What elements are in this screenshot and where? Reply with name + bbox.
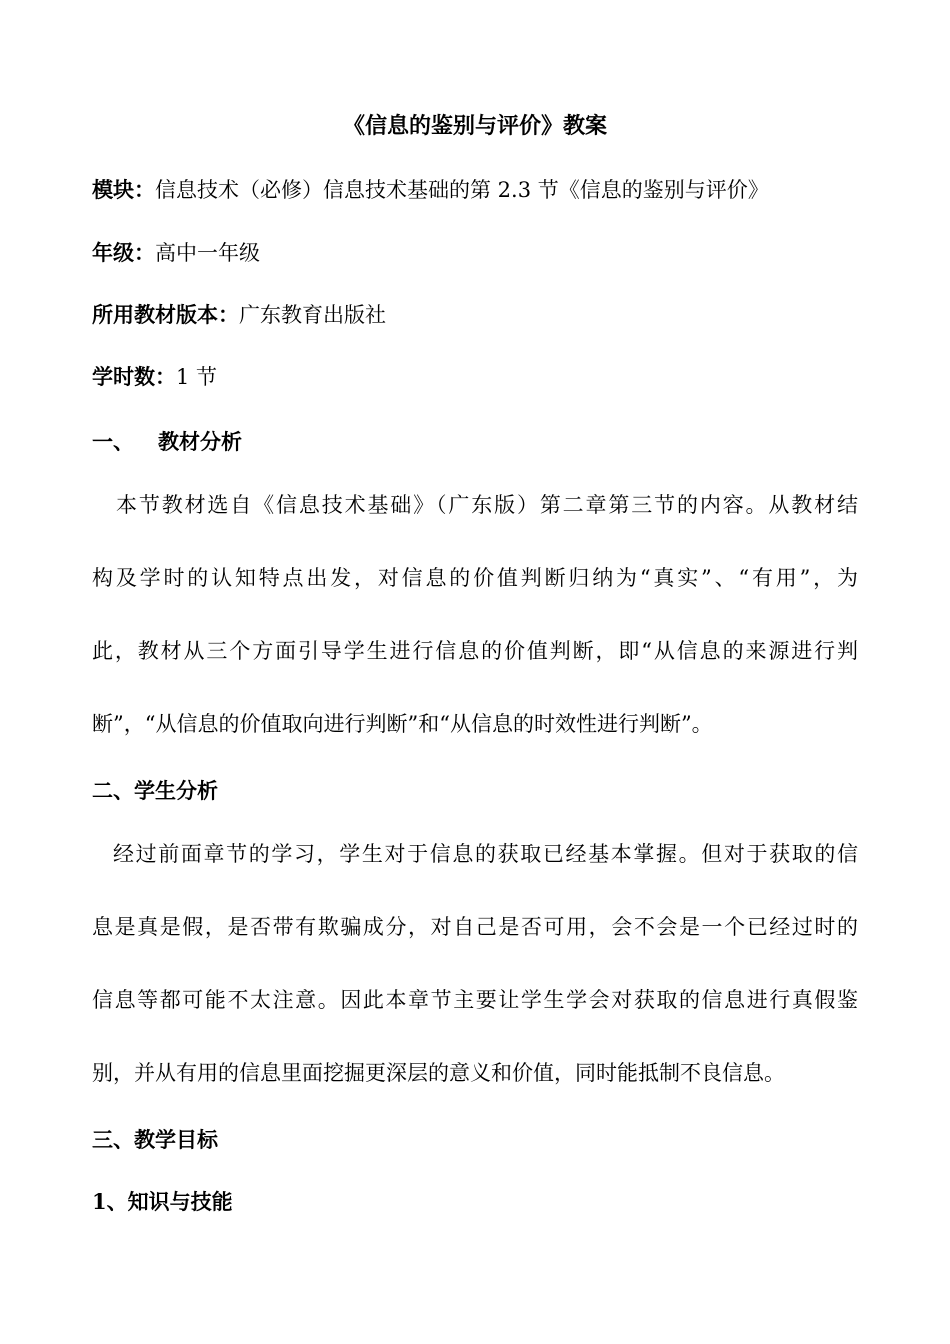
paragraph-line: 构及学时的认知特点出发，对信息的价值判断归纳为“真实”、“有用”，为 <box>92 566 858 590</box>
meta-hours-value: 1 节 <box>176 365 218 389</box>
meta-grade-label: 年级： <box>92 240 155 265</box>
meta-hours <box>92 362 217 392</box>
paragraph-line: 经过前面章节的学习，学生对于信息的获取已经基本掌握。但对于获取的信 <box>113 842 858 866</box>
meta-textbook-label: 所用教材版本： <box>92 302 239 327</box>
meta-module-label: 模块： <box>92 177 155 202</box>
paragraph-line: 本节教材选自《信息技术基础》（广东版）第二章第三节的内容。从教材结 <box>116 493 858 517</box>
section-heading-teaching-goals: 三、教学目标 <box>92 1127 218 1152</box>
meta-module-value: 信息技术（必修）信息技术基础的第 2.3 节《信息的鉴别与评价》 <box>155 178 769 202</box>
section-number: 一、 <box>92 429 134 454</box>
meta-hours-label: 学时数： <box>92 364 176 389</box>
subsection-heading-knowledge-skills: 1、知识与技能 <box>92 1189 233 1214</box>
paragraph-line: 断”，“从信息的价值取向进行判断”和“从信息的时效性进行判断”。 <box>92 712 713 736</box>
section-heading-text: 教材分析 <box>158 429 242 454</box>
paragraph-line: 此，教材从三个方面引导学生进行信息的价值判断，即“从信息的来源进行判 <box>92 639 858 663</box>
paragraph-line: 别，并从有用的信息里面挖掘更深层的意义和价值，同时能抵制不良信息。 <box>92 1061 785 1085</box>
meta-textbook <box>92 300 386 330</box>
meta-grade <box>92 238 260 268</box>
meta-module <box>92 175 769 205</box>
section-heading-textbook-analysis <box>92 427 242 457</box>
meta-grade-value: 高中一年级 <box>155 241 260 265</box>
paragraph-line: 信息等都可能不太注意。因此本章节主要让学生学会对获取的信息进行真假鉴 <box>92 988 858 1012</box>
document-title: 《信息的鉴别与评价》教案 <box>342 113 607 139</box>
meta-textbook-value: 广东教育出版社 <box>239 303 386 327</box>
section-heading-student-analysis: 二、学生分析 <box>92 778 218 803</box>
paragraph-line: 息是真是假，是否带有欺骗成分，对自己是否可用，会不会是一个已经过时的 <box>92 915 858 939</box>
